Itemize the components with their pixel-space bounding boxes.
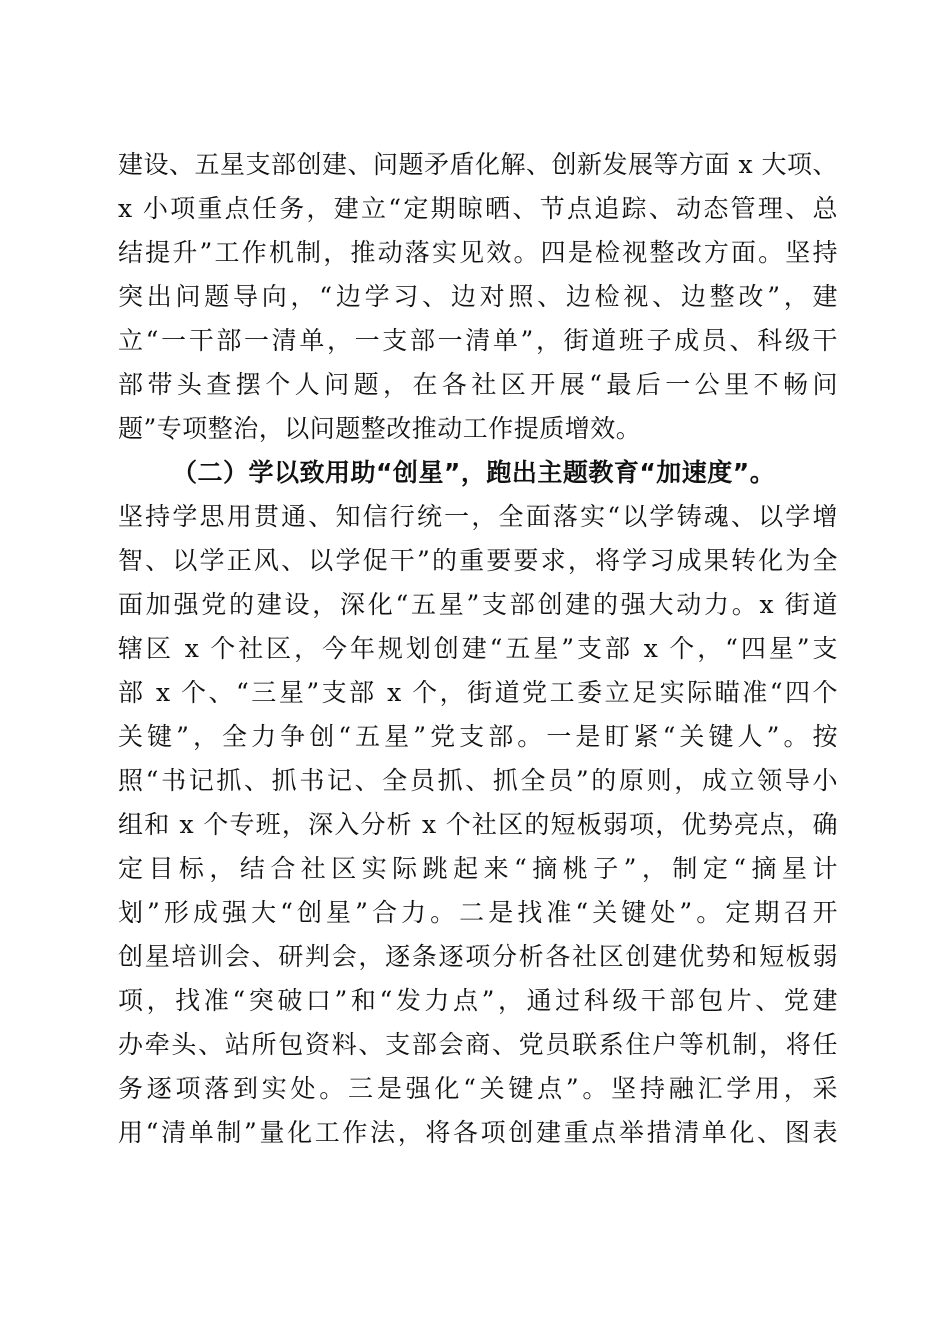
paragraph-2-line-12: 项，找准“突破口”和“发力点”，通过科级干部包片、党建 (118, 986, 838, 1015)
paragraph-2-line-1: 坚持学思用贯通、知信行统一，全面落实“以学铸魂、以学增 (118, 502, 838, 531)
paragraph-1-line-3: 结提升”工作机制，推动落实见效。四是检视整改方面。坚持 (118, 238, 838, 267)
paragraph-2-line-6: 关键”，全力争创“五星”党支部。一是盯紧“关键人”。按 (118, 722, 838, 751)
paragraph-2-line-13: 办牵头、站所包资料、支部会商、党员联系住户等机制，将任 (118, 1030, 838, 1059)
paragraph-2-line-11: 创星培训会、研判会，逐条逐项分析各社区创建优势和短板弱 (118, 942, 838, 971)
section-heading: （二）学以致用助“创星”，跑出主题教育“加速度”。 (172, 458, 776, 487)
paragraph-1-line-1: 建设、五星支部创建、问题矛盾化解、创新发展等方面 x 大项、 (118, 150, 838, 179)
paragraph-2-line-14: 务逐项落到实处。三是强化“关键点”。坚持融汇学用，采 (118, 1074, 838, 1103)
paragraph-2-line-2: 智、以学正风、以学促干”的重要要求，将学习成果转化为全 (118, 546, 838, 575)
paragraph-2-line-8: 组和 x 个专班，深入分析 x 个社区的短板弱项，优势亮点，确 (118, 810, 838, 839)
paragraph-2-line-5: 部 x 个、“三星”支部 x 个，街道党工委立足实际瞄准“四个 (118, 678, 838, 707)
paragraph-1-line-5: 立“一干部一清单，一支部一清单”，街道班子成员、科级干 (118, 326, 838, 355)
paragraph-1-line-4: 突出问题导向，“边学习、边对照、边检视、边整改”，建 (118, 282, 838, 311)
paragraph-1-line-7: 题”专项整治，以问题整改推动工作提质增效。 (118, 414, 642, 443)
paragraph-2-line-3: 面加强党的建设，深化“五星”支部创建的强大动力。x 街道 (118, 590, 838, 619)
paragraph-1-line-6: 部带头查摆个人问题，在各社区开展“最后一公里不畅问 (118, 370, 838, 399)
paragraph-2-line-15: 用“清单制”量化工作法，将各项创建重点举措清单化、图表 (118, 1118, 838, 1147)
paragraph-2-line-4: 辖区 x 个社区，今年规划创建“五星”支部 x 个，“四星”支 (118, 634, 838, 663)
paragraph-2-line-9: 定目标，结合社区实际跳起来“摘桃子”，制定“摘星计 (118, 854, 838, 883)
paragraph-2-line-10: 划”形成强大“创星”合力。二是找准“关键处”。定期召开 (118, 898, 838, 927)
paragraph-2-line-7: 照“书记抓、抓书记、全员抓、抓全员”的原则，成立领导小 (118, 766, 838, 795)
paragraph-1-line-2: x 小项重点任务，建立“定期晾晒、节点追踪、动态管理、总 (118, 194, 838, 223)
